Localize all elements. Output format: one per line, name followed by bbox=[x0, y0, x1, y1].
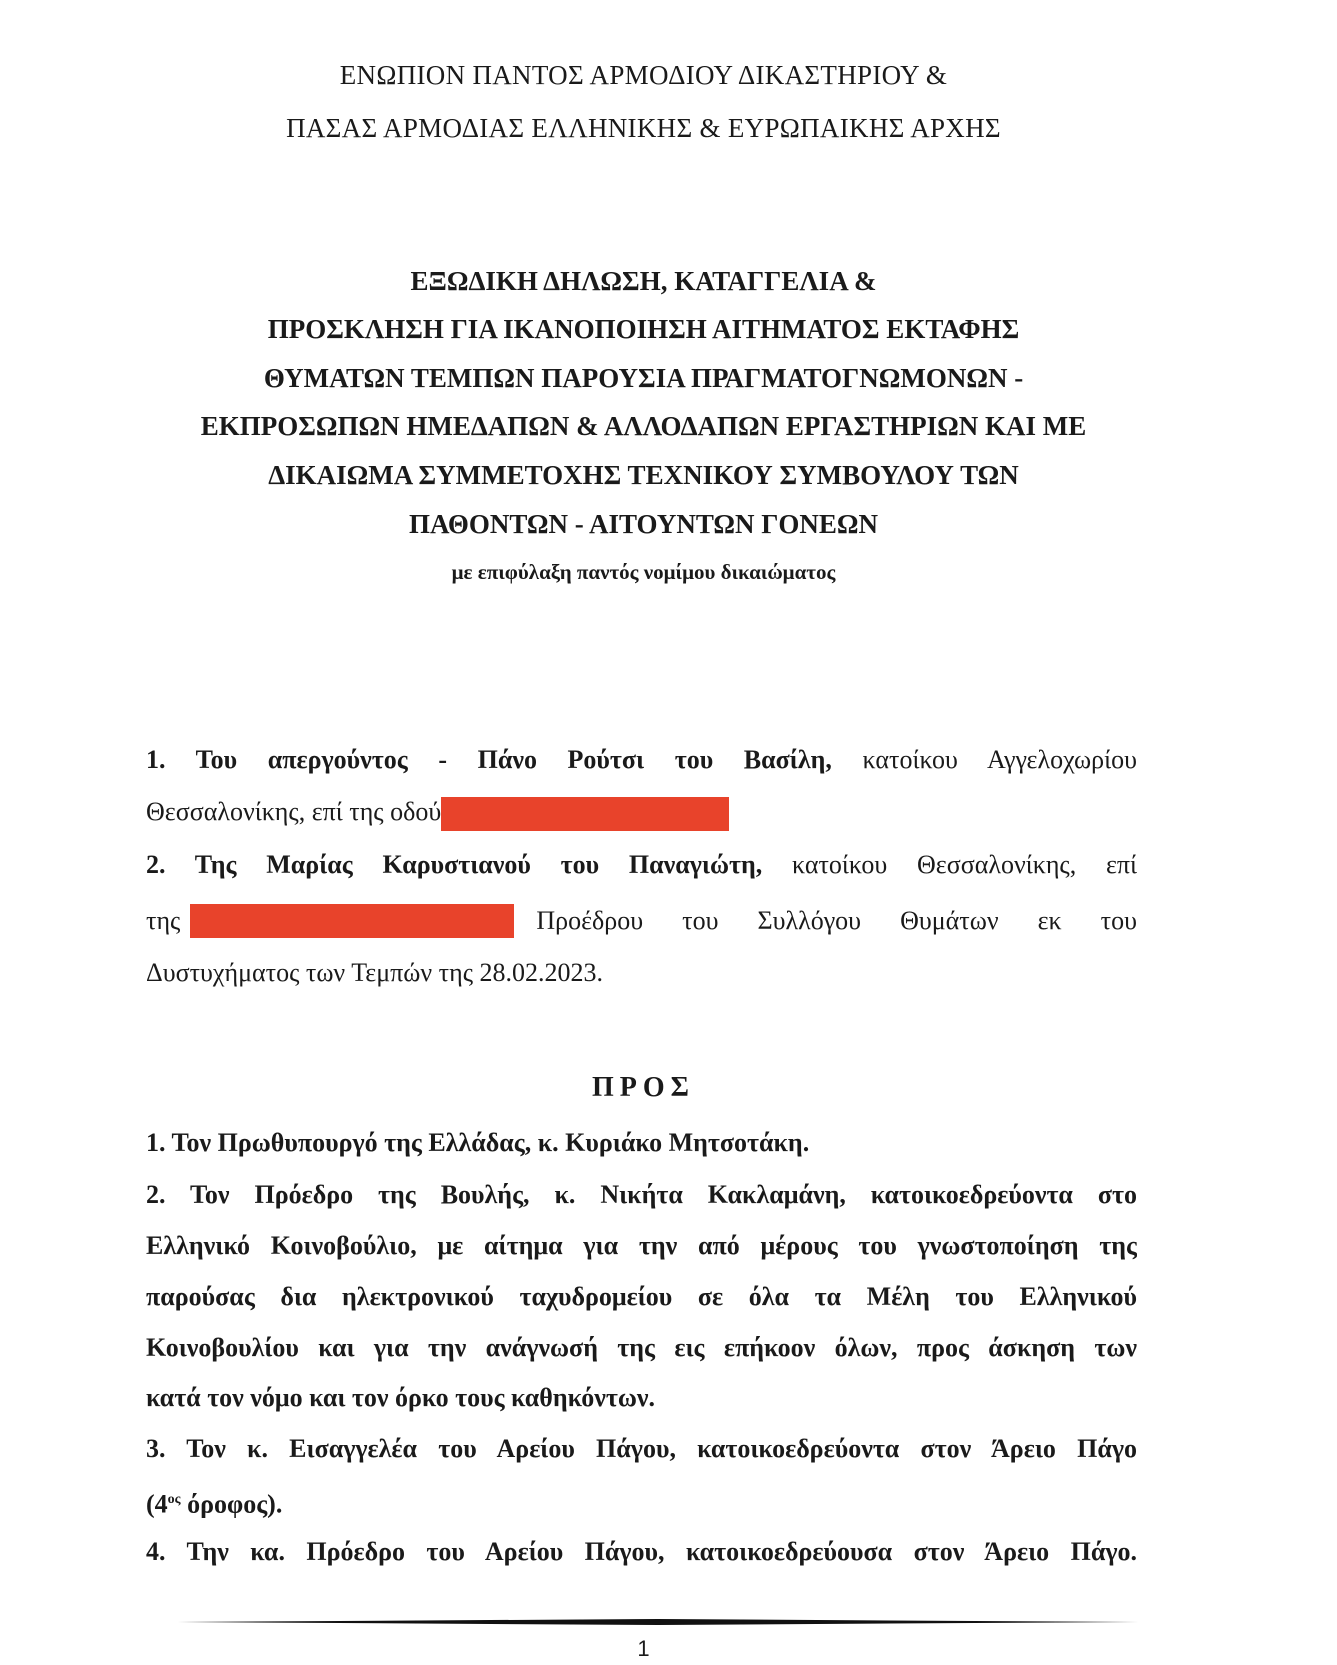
recipient-2-line-1: 2. Τον Πρόεδρο της Βουλής, κ. Νικήτα Κακλαμάνη, κατοικοεδρεύοντα στο bbox=[146, 1180, 1137, 1209]
sender-2-line-2 bbox=[146, 904, 1137, 938]
title-line-3: ΘΥΜΑΤΩΝ ΤΕΜΠΩΝ ΠΑΡΟΥΣΙΑ ΠΡΑΓΜΑΤΟΓΝΩΜΟΝΩΝ - bbox=[263, 363, 1024, 393]
recipient-3-line-1: 3. Τον κ. Εισαγγελέα του Αρείου Πάγου, κατοικοεδρεύοντα στον Άρειο Πάγο bbox=[146, 1434, 1137, 1463]
sender-1-line-2 bbox=[146, 797, 1137, 831]
recipient-3-floor-sup: ος bbox=[167, 1492, 181, 1507]
recipient-3-line-2 bbox=[146, 1485, 1137, 1520]
title-subtitle: με επιφύλαξη παντός νομίμου δικαιώματος bbox=[451, 560, 836, 584]
footer-rule bbox=[178, 1619, 1138, 1625]
redaction-block bbox=[441, 797, 729, 831]
title-line-1: ΕΞΩΔΙΚΗ ΔΗΛΩΣΗ, ΚΑΤΑΓΓΕΛΙΑ & bbox=[410, 266, 877, 296]
redaction-block bbox=[190, 904, 514, 938]
recipient-1: 1. Τον Πρωθυπουργό της Ελλάδας, κ. Κυριάκο Μητσοτάκη. bbox=[146, 1128, 810, 1157]
recipient-2-line-5: κατά τον νόμο και τον όρκο τους καθηκόντων. bbox=[146, 1383, 655, 1412]
title-line-6: ΠΑΘΟΝΤΩΝ - ΑΙΤΟΥΝΤΩΝ ΓΟΝΕΩΝ bbox=[408, 509, 879, 539]
recipient-2-line-2: Ελληνικό Κοινοβούλιο, με αίτημα για την από μέρους του γνωστοποίηση της bbox=[146, 1231, 1137, 1260]
sender-2-name: 2. Της Μαρίας Καρυστιανού του Παναγιώτη, bbox=[146, 850, 763, 879]
recipient-2-line-4: Κοινοβουλίου και για την ανάγνωσή της εις επήκοον όλων, προς άσκηση των bbox=[146, 1333, 1137, 1362]
sender-2-residence: κατοίκου Θεσσαλονίκης, επί bbox=[762, 850, 1137, 879]
title-line-4: ΕΚΠΡΟΣΩΠΩΝ ΗΜΕΔΑΠΩΝ & ΑΛΛΟΔΑΠΩΝ ΕΡΓΑΣΤΗΡΙΩΝ ΚΑΙ ΜΕ bbox=[200, 411, 1087, 441]
title-line-5: ΔΙΚΑΙΩΜΑ ΣΥΜΜΕΤΟΧΗΣ ΤΕΧΝΙΚΟΥ ΣΥΜΒΟΥΛΟΥ ΤΩΝ bbox=[268, 460, 1019, 490]
header-line-2: ΠΑΣΑΣ ΑΡΜΟΔΙΑΣ ΕΛΛΗΝΙΚΗΣ & ΕΥΡΩΠΑΙΚΗΣ ΑΡΧΗΣ bbox=[286, 113, 1001, 143]
title-line-2: ΠΡΟΣΚΛΗΣΗ ΓΙΑ ΙΚΑΝΟΠΟΙΗΣΗ ΑΙΤΗΜΑΤΟΣ ΕΚΤΑΦΗΣ bbox=[267, 314, 1020, 344]
pros-heading: ΠΡΟΣ bbox=[592, 1072, 695, 1103]
sender-1-street-label: Θεσσαλονίκης, επί της οδού bbox=[146, 797, 442, 826]
sender-1-name: 1. Του απεργούντος - Πάνο Ρούτσι του Βασίλη, bbox=[146, 745, 832, 774]
sender-2-title: Προέδρου του Συλλόγου Θυμάτων εκ του bbox=[536, 906, 1137, 935]
recipient-3-floor-prefix: (4 bbox=[146, 1489, 168, 1519]
recipient-3-floor-suffix: όροφος). bbox=[180, 1489, 283, 1519]
sender-2-line-3: Δυστυχήματος των Τεμπών της 28.02.2023. bbox=[146, 958, 604, 987]
recipient-4: 4. Την κα. Πρόεδρο του Αρείου Πάγου, κατοικοεδρεύουσα στον Άρειο Πάγο. bbox=[146, 1537, 1137, 1566]
sender-1-line-1 bbox=[146, 745, 1137, 777]
page-number: 1 bbox=[637, 1636, 650, 1661]
sender-2-line-1 bbox=[146, 850, 1137, 882]
header-line-1: ΕΝΩΠΙΟΝ ΠΑΝΤΟΣ ΑΡΜΟΔΙΟΥ ΔΙΚΑΣΤΗΡΙΟΥ & bbox=[339, 60, 948, 90]
sender-1-residence: κατοίκου Αγγελοχωρίου bbox=[831, 745, 1137, 774]
sender-2-street-label: της bbox=[146, 906, 181, 935]
recipient-2-line-3: παρούσας δια ηλεκτρονικού ταχυδρομείου σε όλα τα Μέλη του Ελληνικού bbox=[146, 1282, 1137, 1311]
